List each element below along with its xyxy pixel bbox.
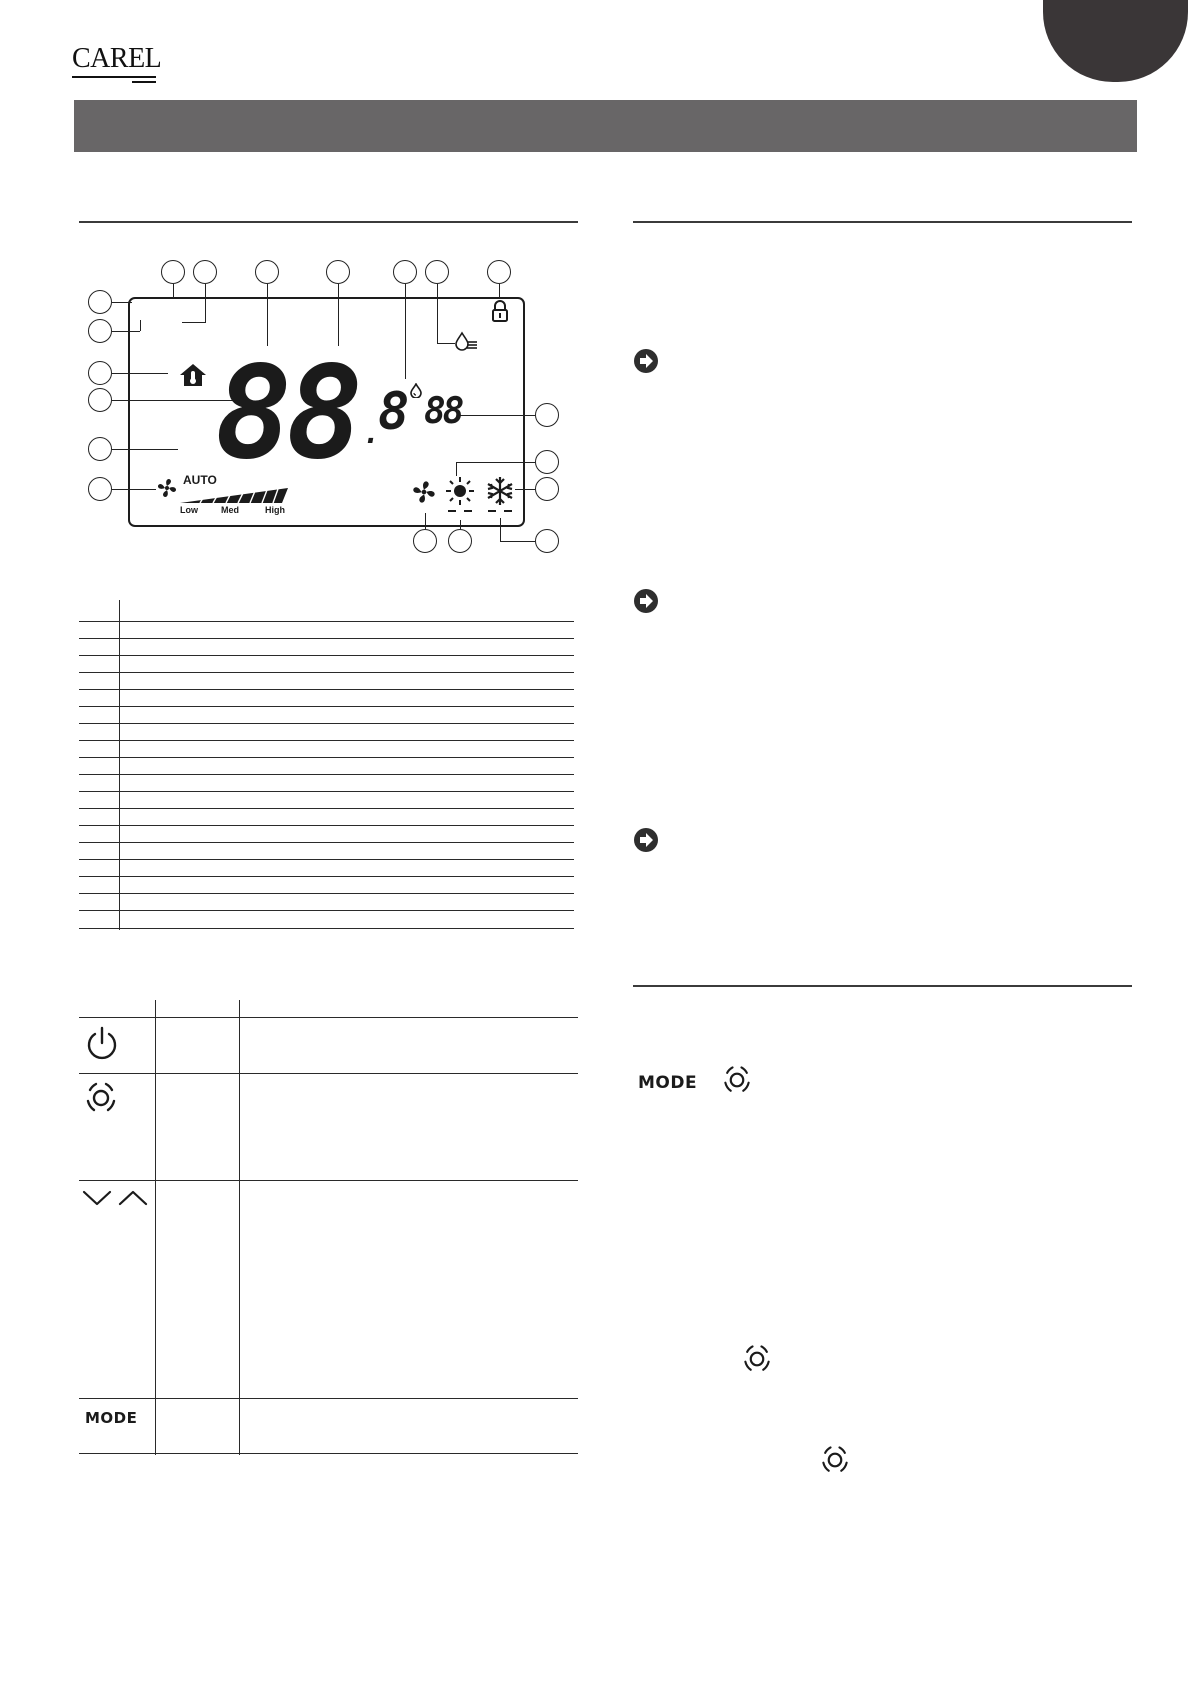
decimal-point: . bbox=[363, 417, 380, 450]
buttons-table bbox=[79, 1000, 578, 1455]
mode-button-label: MODE bbox=[85, 1409, 138, 1427]
callout-right-2 bbox=[535, 450, 559, 474]
logo-underline bbox=[72, 76, 156, 78]
drip-tray-icon bbox=[455, 331, 479, 351]
fan-icon bbox=[156, 477, 178, 499]
callout-left-6 bbox=[88, 477, 112, 501]
callout-bottom-2 bbox=[448, 529, 472, 553]
callout-top-7 bbox=[487, 260, 511, 284]
note-arrow-icon-3 bbox=[633, 827, 659, 853]
right-subsection-rule bbox=[633, 985, 1132, 987]
knob-inline-icon-3 bbox=[818, 1443, 852, 1477]
logo-underline-short bbox=[132, 81, 156, 83]
left-section-rule bbox=[79, 221, 578, 223]
lock-icon bbox=[491, 300, 509, 322]
knob-inline-icon-1 bbox=[720, 1063, 754, 1097]
humidity-drop-icon bbox=[410, 383, 422, 398]
buttons-column-divider-2 bbox=[239, 1000, 240, 1455]
callout-right-4 bbox=[535, 529, 559, 553]
right-section-rule bbox=[633, 221, 1132, 223]
fan-speed-high: High bbox=[265, 505, 285, 515]
fan-speed-low: Low bbox=[180, 505, 198, 515]
mode-inline-label: MODE bbox=[638, 1073, 698, 1093]
fan-mode-icon bbox=[411, 479, 437, 505]
callout-top-6 bbox=[425, 260, 449, 284]
rotary-knob-icon bbox=[82, 1079, 120, 1117]
brand-name: CAREL bbox=[72, 43, 162, 74]
callout-bottom-1 bbox=[413, 529, 437, 553]
legend-table bbox=[79, 600, 574, 930]
fan-speed-med: Med bbox=[221, 505, 239, 515]
fan-auto-label: AUTO bbox=[183, 473, 217, 487]
callout-right-3 bbox=[535, 477, 559, 501]
section-title-band bbox=[74, 100, 1137, 152]
callout-left-3 bbox=[88, 361, 112, 385]
cooling-snowflake-icon bbox=[484, 475, 516, 515]
power-icon bbox=[85, 1026, 119, 1062]
callout-left-4 bbox=[88, 388, 112, 412]
callout-left-2 bbox=[88, 319, 112, 343]
heating-sun-icon bbox=[444, 475, 476, 515]
callout-top-1 bbox=[161, 260, 185, 284]
house-temperature-icon bbox=[179, 363, 207, 387]
callout-left-1 bbox=[88, 290, 112, 314]
carel-logo bbox=[72, 43, 162, 78]
buttons-column-divider-1 bbox=[155, 1000, 156, 1455]
decimal-digit: 8 bbox=[378, 382, 410, 442]
lcd-diagram bbox=[80, 255, 590, 560]
callout-top-4 bbox=[326, 260, 350, 284]
knob-inline-icon-2 bbox=[740, 1342, 774, 1376]
callout-top-5 bbox=[393, 260, 417, 284]
note-arrow-icon-1 bbox=[633, 348, 659, 374]
secondary-digits: 88 bbox=[424, 391, 462, 432]
callout-right-1 bbox=[535, 403, 559, 427]
chapter-tab bbox=[1043, 0, 1188, 82]
note-arrow-icon-2 bbox=[633, 588, 659, 614]
callout-top-2 bbox=[193, 260, 217, 284]
callout-left-5 bbox=[88, 437, 112, 461]
down-up-arrows-icon bbox=[82, 1188, 148, 1208]
main-temperature-digits: 88 bbox=[215, 339, 358, 488]
legend-column-divider bbox=[119, 600, 120, 930]
callout-top-3 bbox=[255, 260, 279, 284]
fan-speed-bar bbox=[178, 487, 290, 505]
